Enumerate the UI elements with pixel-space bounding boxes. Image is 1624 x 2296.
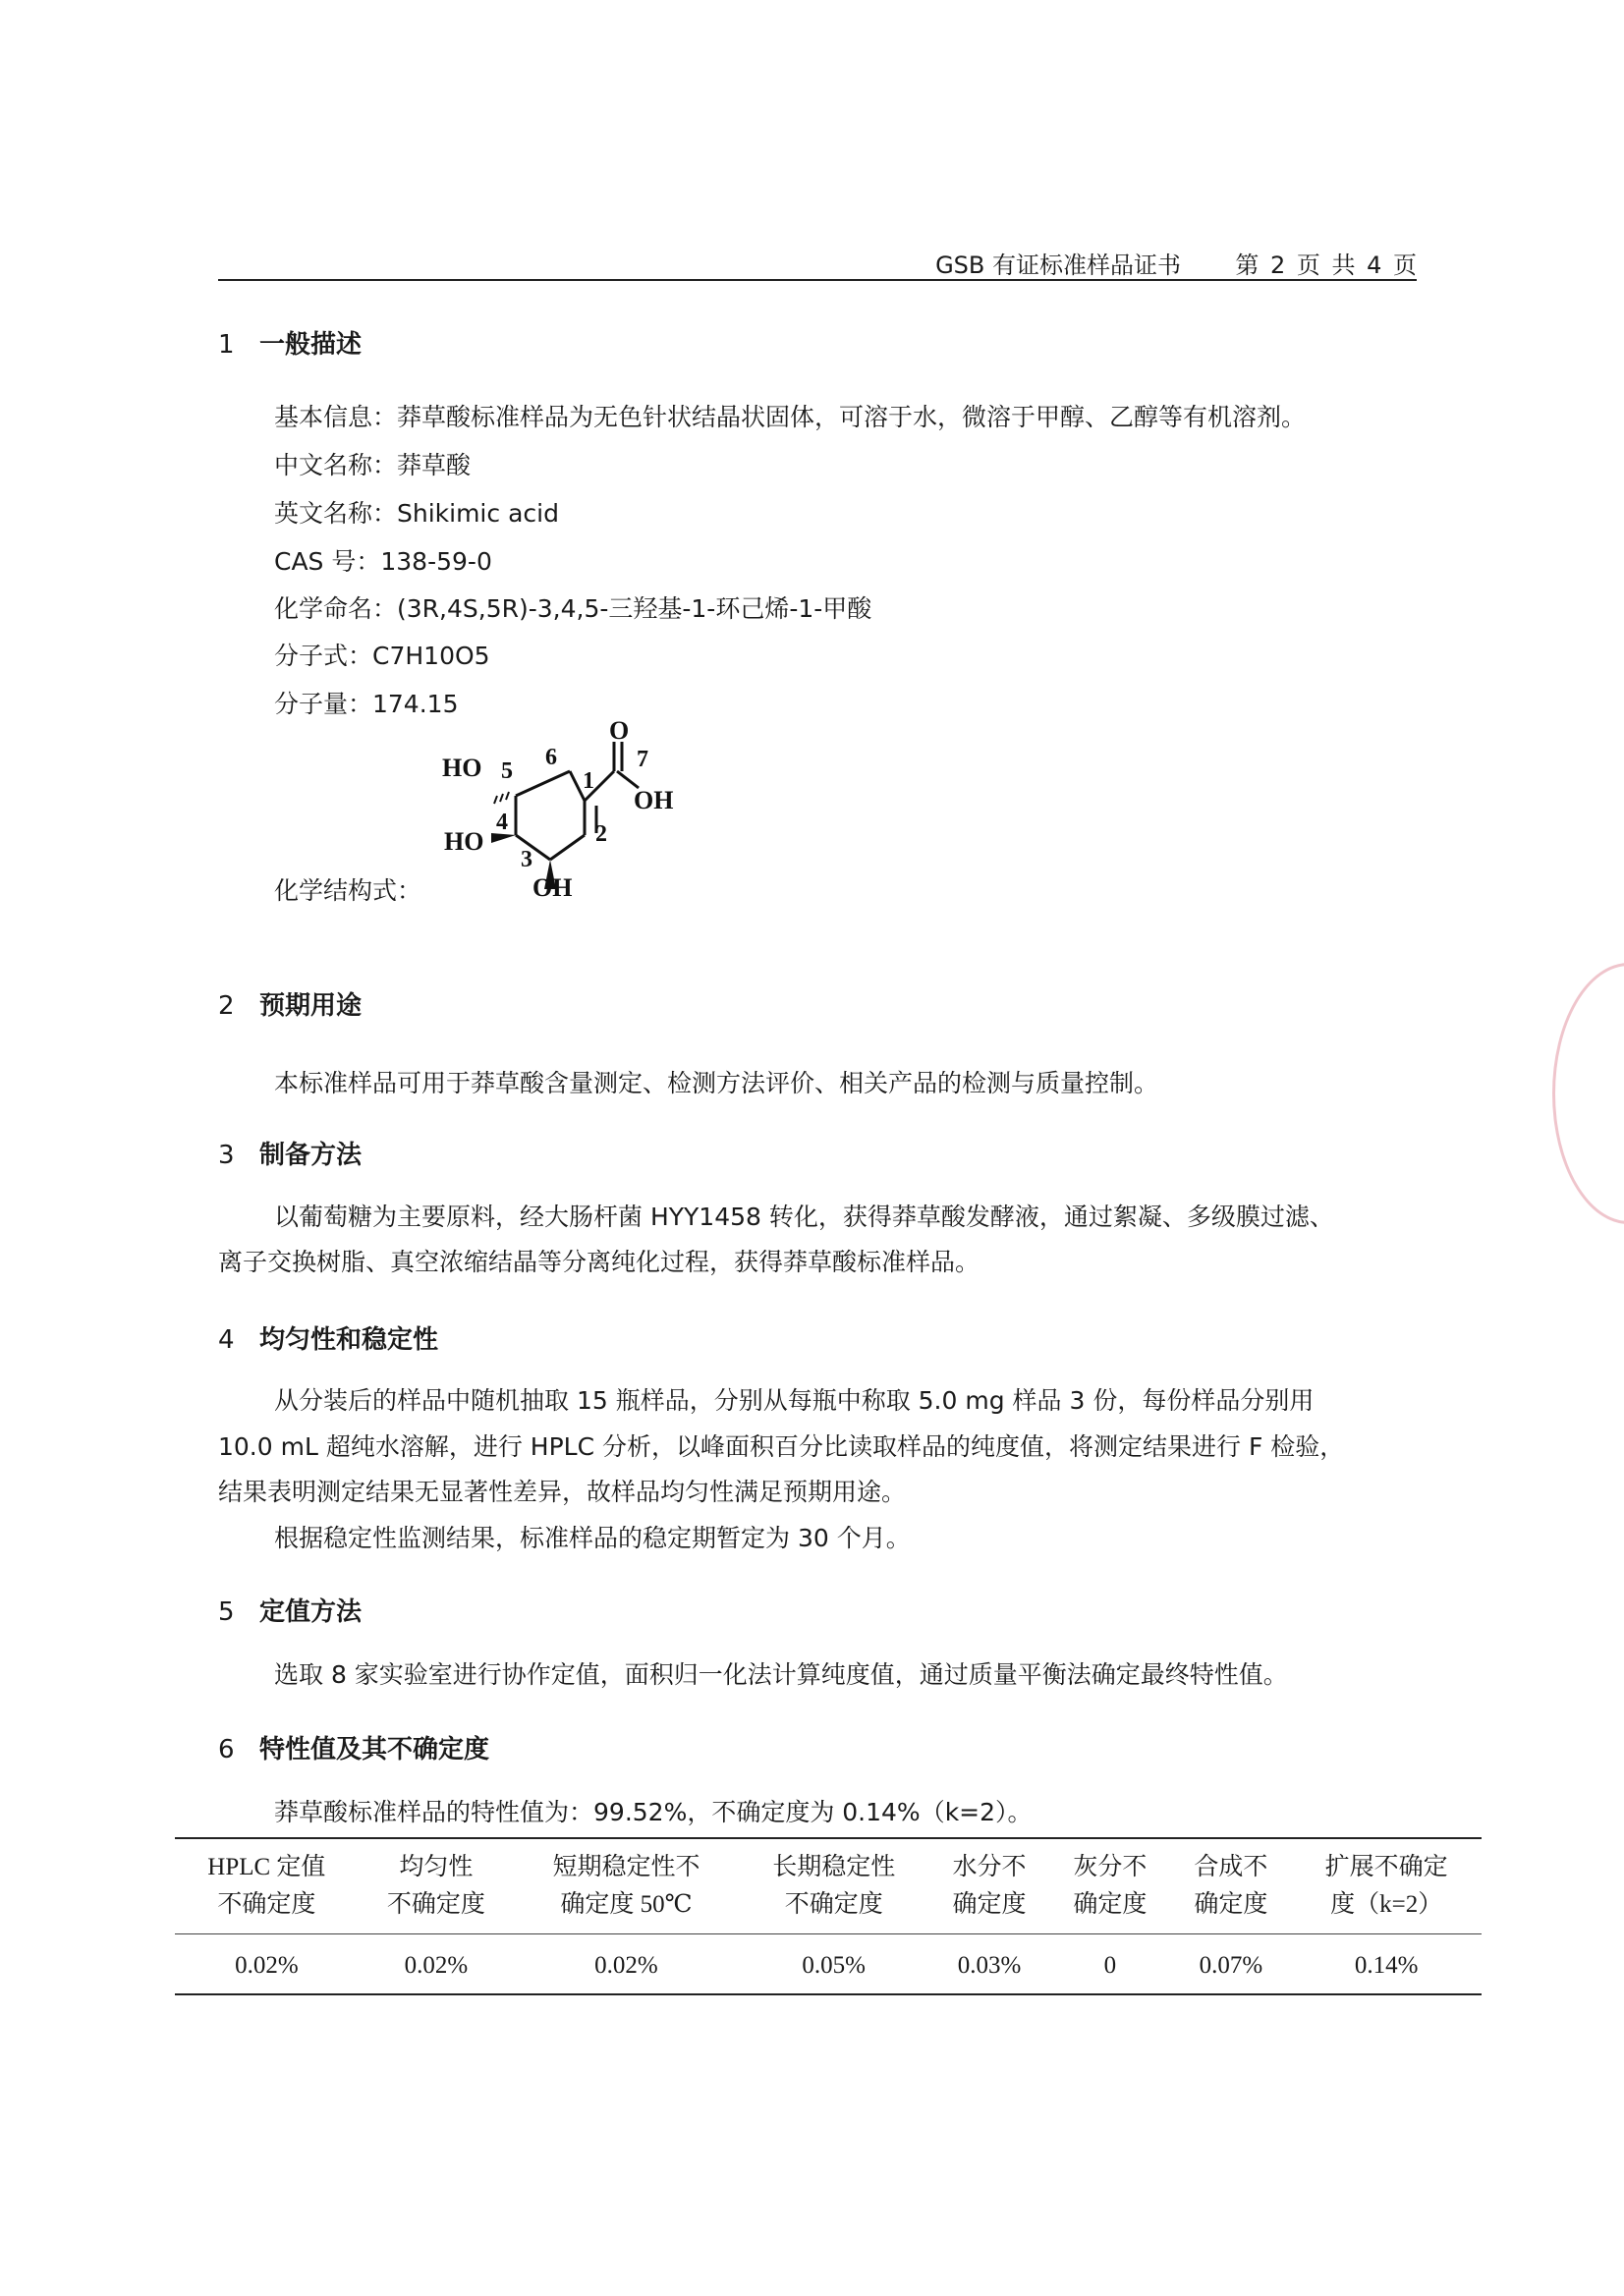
atom-number: 4 (496, 810, 508, 835)
table-cell: 0.03% (929, 1934, 1050, 1995)
section-title: 均匀性和稳定性 (259, 1325, 439, 1355)
table-row (175, 1934, 1482, 1995)
header-page-info: 第 2 页 共 4 页 (1235, 252, 1417, 279)
section-title: 一般描述 (259, 330, 363, 360)
section-5-heading (218, 1592, 362, 1628)
atom-label: O (609, 717, 630, 745)
paragraph: 选取 8 家实验室进行协作定值，面积归一化法计算纯度值，通过质量平衡法确定最终特性值。 (274, 1660, 1288, 1689)
hash-bond (506, 792, 509, 800)
table-header-cell: 扩展不确定 度（k=2） (1291, 1838, 1482, 1934)
table-cell: 0 (1049, 1934, 1170, 1995)
section-title: 定值方法 (259, 1597, 363, 1627)
paragraph: 结果表明测定结果无显著性差异，故样品均匀性满足预期用途。 (218, 1478, 907, 1506)
atom-number: 1 (583, 768, 594, 794)
table-cell: 0.02% (514, 1934, 739, 1995)
paragraph: 从分装后的样品中随机抽取 15 瓶样品，分别从每瓶中称取 5.0 mg 样品 3 份，每份样品分别用 (274, 1386, 1315, 1415)
table-cell: 0.14% (1291, 1934, 1482, 1995)
atom-label: OH (532, 873, 573, 902)
hash-bond (500, 794, 503, 802)
section-title: 预期用途 (259, 991, 363, 1021)
paragraph: 离子交换树脂、真空浓缩结晶等分离纯化过程，获得莽草酸标准样品。 (218, 1248, 980, 1276)
atom-number: 5 (501, 758, 513, 784)
table-cell: 0.02% (175, 1934, 359, 1995)
section-number: 3 (218, 1141, 235, 1170)
hash-bond (494, 796, 497, 804)
field-molecular-weight: 分子量：174.15 (274, 690, 459, 718)
chemical-structure (422, 717, 707, 914)
section-6-heading (218, 1729, 489, 1765)
paragraph: 10.0 mL 超纯水溶解，进行 HPLC 分析，以峰面积百分比读取样品的纯度值，将测定结果进行 F 检验， (218, 1432, 1345, 1461)
section-number: 6 (218, 1735, 235, 1764)
paragraph: 根据稳定性监测结果，标准样品的稳定期暂定为 30 个月。 (274, 1524, 911, 1552)
section-3-heading (218, 1135, 362, 1171)
page-header (218, 242, 1417, 281)
section-number: 5 (218, 1597, 235, 1627)
field-english-name: 英文名称：Shikimic acid (274, 499, 559, 528)
paragraph: 莽草酸标准样品的特性值为：99.52%，不确定度为 0.14%（k=2）。 (274, 1798, 1033, 1826)
field-basic-info: 基本信息：莽草酸标准样品为无色针状结晶状固体，可溶于水，微溶于甲醇、乙醇等有机溶剂。 (274, 403, 1307, 431)
atom-label: HO (444, 827, 484, 856)
section-1-heading (218, 324, 362, 361)
table-header-cell: 短期稳定性不 确定度 50℃ (514, 1838, 739, 1934)
bond-5-6 (516, 771, 570, 796)
atom-label: HO (442, 754, 482, 782)
table-cell: 0.02% (359, 1934, 514, 1995)
atom-label: OH (634, 786, 674, 814)
section-title: 特性值及其不确定度 (259, 1735, 490, 1764)
atom-number: 2 (595, 821, 607, 847)
table-cell: 0.07% (1170, 1934, 1291, 1995)
field-chemical-name: 化学命名：(3R,4S,5R)-3,4,5-三羟基-1-环己烯-1-甲酸 (274, 594, 872, 623)
atom-number: 6 (545, 745, 557, 770)
section-title: 制备方法 (259, 1141, 363, 1170)
table-header-row (175, 1838, 1482, 1934)
atom-number: 3 (521, 847, 532, 872)
header-doc-title: GSB 有证标准样品证书 (935, 252, 1181, 279)
table-header-cell: HPLC 定值 不确定度 (175, 1838, 359, 1934)
atom-number: 7 (637, 747, 648, 772)
table-header-cell: 灰分不 确定度 (1049, 1838, 1170, 1934)
table-header-cell: 均匀性 不确定度 (359, 1838, 514, 1934)
bond-2-3 (550, 835, 585, 860)
field-chinese-name: 中文名称：莽草酸 (274, 451, 472, 479)
field-formula: 分子式：C7H10O5 (274, 642, 490, 670)
section-number: 4 (218, 1325, 235, 1355)
seal-stamp (1552, 963, 1624, 1224)
table-cell: 0.05% (739, 1934, 929, 1995)
paragraph: 以葡萄糖为主要原料，经大肠杆菌 HYY1458 转化，获得莽草酸发酵液，通过絮凝、多级膜过滤、 (274, 1203, 1334, 1231)
section-2-heading (218, 985, 362, 1022)
section-number: 1 (218, 330, 235, 360)
table-header-cell: 合成不 确定度 (1170, 1838, 1291, 1934)
section-number: 2 (218, 991, 235, 1021)
section-4-heading (218, 1319, 438, 1356)
structure-label: 化学结构式： (274, 876, 422, 905)
uncertainty-table (175, 1837, 1482, 1995)
field-cas: CAS 号：138-59-0 (274, 547, 492, 576)
table-header-cell: 长期稳定性 不确定度 (739, 1838, 929, 1934)
paragraph: 本标准样品可用于莽草酸含量测定、检测方法评价、相关产品的检测与质量控制。 (274, 1069, 1159, 1097)
table-header-cell: 水分不 确定度 (929, 1838, 1050, 1934)
